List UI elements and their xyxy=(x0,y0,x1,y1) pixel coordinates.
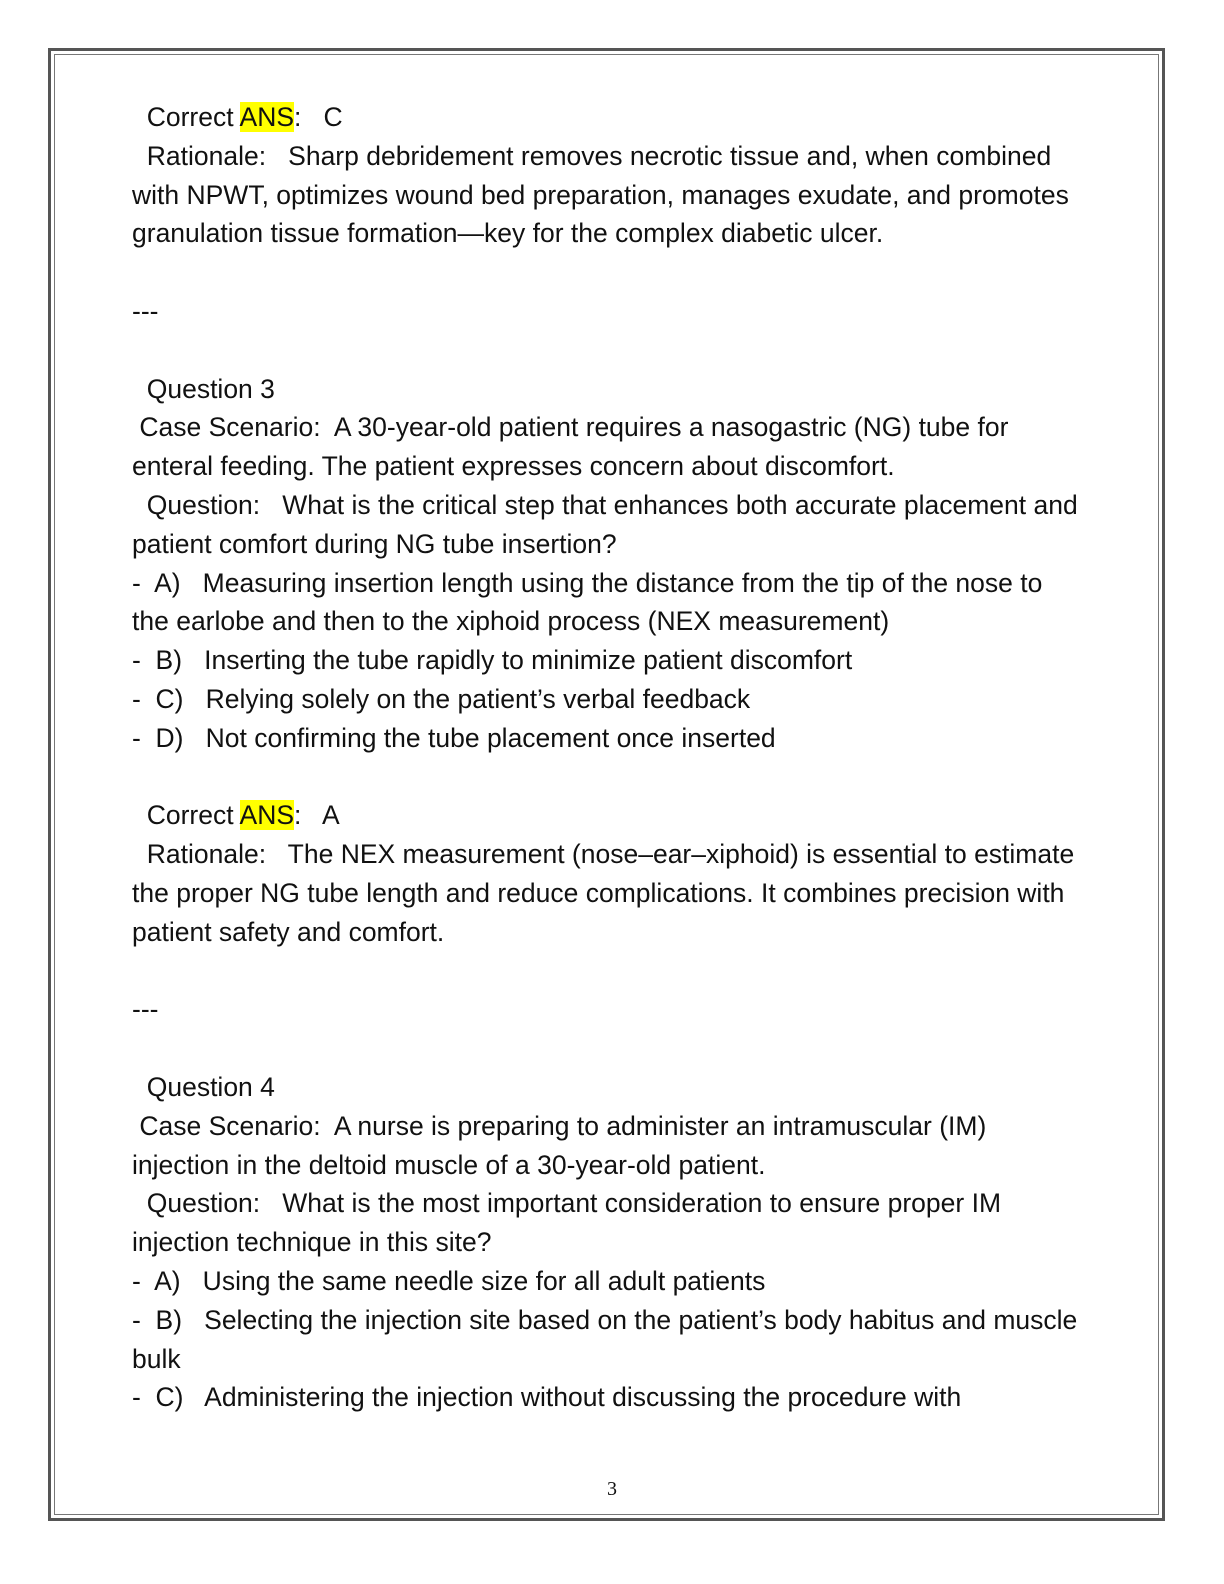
question-text: Question: What is the critical step that enhances both accurate placement and patient comfort during NG tube insertion? xyxy=(132,489,1086,559)
page-content xyxy=(132,98,1086,1417)
correct-answer-line: Correct ANS: A xyxy=(132,800,340,831)
case-scenario: Case Scenario: A nurse is preparing to administer an intramuscular (IM) injection in the deltoid muscle of a 30-year-old patient. xyxy=(132,1110,994,1180)
separator: --- xyxy=(132,295,159,326)
case-scenario: Case Scenario: A 30-year-old patient requires a nasogastric (NG) tube for enteral feeding. The patient expresses concern about discomfort. xyxy=(132,412,1016,482)
option-c: - C) Administering the injection without discussing the procedure with xyxy=(132,1382,962,1413)
question-title: Question 4 xyxy=(132,1071,275,1102)
option-a: - A) Using the same needle size for all adult patients xyxy=(132,1265,766,1296)
highlighted-ans: ANS xyxy=(239,800,295,831)
separator: --- xyxy=(132,994,159,1025)
rationale-text: Rationale: The NEX measurement (nose–ear–xiphoid) is essential to estimate the proper NG tube length and reduce complications. It combines precision with patient safety and comfort. xyxy=(132,839,1082,947)
option-d: - D) Not confirming the tube placement once inserted xyxy=(132,722,776,753)
option-a: - A) Measuring insertion length using the distance from the tip of the nose to the earlobe and then to the xiphoid process (NEX measurement) xyxy=(132,567,1050,637)
highlighted-ans: ANS xyxy=(239,102,295,132)
question-title: Question 3 xyxy=(132,373,275,404)
correct-answer-line: Correct ANS: C xyxy=(132,102,343,132)
option-b: - B) Selecting the injection site based on the patient’s body habitus and muscle bulk xyxy=(132,1304,1085,1374)
option-c: - C) Relying solely on the patient’s verbal feedback xyxy=(132,683,751,714)
rationale-text: Rationale: Sharp debridement removes necrotic tissue and, when combined with NPWT, optimizes wound bed preparation, manages exudate, and promotes granulation tissue formation—key for the complex diabetic ulcer. xyxy=(132,140,1077,249)
option-b: - B) Inserting the tube rapidly to minimize patient discomfort xyxy=(132,645,853,676)
question-text: Question: What is the most important consideration to ensure proper IM injection technique in this site? xyxy=(132,1188,1009,1258)
page-number: 3 xyxy=(607,1478,617,1500)
